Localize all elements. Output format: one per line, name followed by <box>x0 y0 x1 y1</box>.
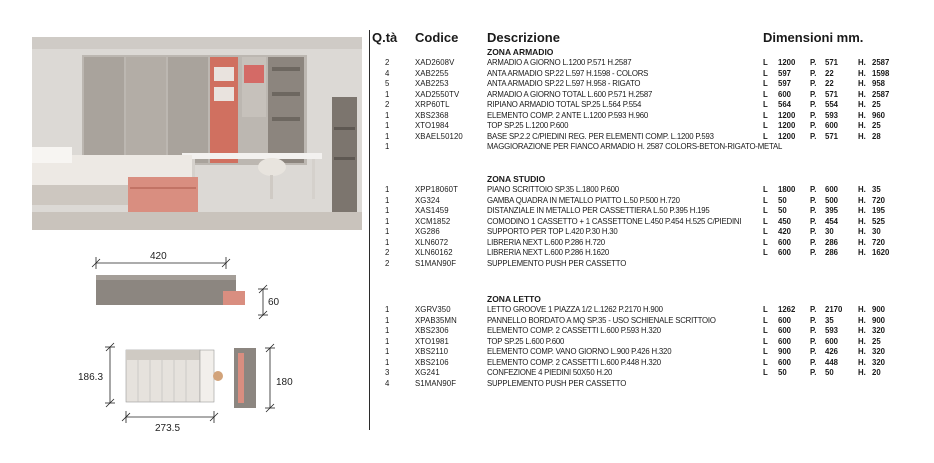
dim-h-value: 1620 <box>872 248 890 257</box>
qty-cell: 1 <box>385 110 390 120</box>
dim-h-label: H. <box>858 121 866 130</box>
code-cell: XBAEL50120 <box>415 131 463 141</box>
dim-l-value: 597 <box>778 68 792 78</box>
dim-h-label: H. <box>858 100 866 109</box>
table-row <box>0 227 934 237</box>
code-cell: XTO1984 <box>415 121 449 130</box>
code-cell: XG241 <box>415 368 440 377</box>
dim-l-label: L <box>763 89 768 99</box>
dim-l-label: L <box>763 216 768 226</box>
dim-p-value: 30 <box>825 227 834 236</box>
dim-l-label: L <box>763 185 768 194</box>
dim-h-label: H. <box>858 315 866 325</box>
qty-cell: 4 <box>385 378 390 388</box>
code-cell: XAD2550TV <box>415 89 460 99</box>
dim-h-label: H. <box>858 131 866 141</box>
code-cell: S1MAN90F <box>415 378 457 388</box>
dim-p-label: P. <box>810 216 817 226</box>
dim-h-value: 30 <box>872 227 881 236</box>
dim-h-label: H. <box>858 326 866 335</box>
dim-p-value: 600 <box>825 185 839 194</box>
code-cell: XBS2106 <box>415 357 449 367</box>
description-cell: SUPPLEMENTO PUSH PER CASSETTO <box>487 378 627 388</box>
table-row <box>0 206 934 216</box>
code-cell: XG324 <box>415 195 440 205</box>
dim-h-label: H. <box>858 336 866 346</box>
description-cell: BASE SP.2.2 C/PIEDINI REG. PER ELEMENTI COMP. L.1200 P.593 <box>487 131 714 141</box>
description-cell: PIANO SCRITTOIO SP.35 L.1800 P.600 <box>487 185 619 194</box>
dim-l-value: 1200 <box>778 121 796 130</box>
dim-p-value: 22 <box>825 79 834 88</box>
dim-h-value: 320 <box>872 347 886 356</box>
dim-l-value: 1200 <box>778 131 796 141</box>
dim-l-label: L <box>763 326 768 335</box>
code-cell: XBS2368 <box>415 110 449 120</box>
dim-p-value: 35 <box>825 315 834 325</box>
dim-l-label: L <box>763 315 768 325</box>
description-cell: LIBRERIA NEXT L.600 P.286 H.1620 <box>487 248 610 257</box>
dim-l-value: 50 <box>778 206 787 215</box>
code-cell: XAD2608V <box>415 58 455 67</box>
dim-h-label: H. <box>858 357 866 367</box>
dim-p-value: 2170 <box>825 305 843 314</box>
dim-p-value: 426 <box>825 347 839 356</box>
dim-l-value: 450 <box>778 216 792 226</box>
description-cell: ELEMENTO COMP. 2 CASSETTI L.600 P.448 H.320 <box>487 357 661 367</box>
dim-l-value: 420 <box>778 227 792 236</box>
dim-h-label: H. <box>858 185 866 194</box>
qty-cell: 1 <box>385 195 390 205</box>
dim-p-value: 22 <box>825 68 834 78</box>
qty-cell: 1 <box>385 336 390 346</box>
dim-l-label: L <box>763 368 768 377</box>
dim-p-label: P. <box>810 336 817 346</box>
zone-title: ZONA LETTO <box>487 294 541 304</box>
header-dimensioni: Dimensioni mm. <box>763 30 864 45</box>
dim-h-value: 720 <box>872 237 886 247</box>
qty-cell: 1 <box>385 227 390 236</box>
qty-cell: 1 <box>385 89 390 99</box>
dim-l-label: L <box>763 248 768 257</box>
description-cell: LETTO GROOVE 1 PIAZZA 1/2 L.1262 P.2170 H.900 <box>487 305 663 314</box>
dim-p-value: 286 <box>825 248 839 257</box>
dim-l-label: L <box>763 110 768 120</box>
description-cell: ELEMENTO COMP. 2 CASSETTI L.600 P.593 H.320 <box>487 326 661 335</box>
dim-l-label: L <box>763 347 768 356</box>
dim-p-value: 554 <box>825 100 839 109</box>
dim-h-label: H. <box>858 68 866 78</box>
dim-l-value: 600 <box>778 357 792 367</box>
code-cell: XAS1459 <box>415 206 449 215</box>
description-cell: PANNELLO BORDATO A MQ SP.35 - USO SCHIENALE SCRITTOIO <box>487 315 716 325</box>
dim-l-value: 50 <box>778 195 787 205</box>
qty-cell: 1 <box>385 185 390 194</box>
description-cell: TOP SP.25 L.600 P.600 <box>487 336 565 346</box>
dim-h-label: H. <box>858 347 866 356</box>
dim-p-label: P. <box>810 237 817 247</box>
dim-h-value: 195 <box>872 206 886 215</box>
dim-h-value: 960 <box>872 110 886 120</box>
dim-p-value: 571 <box>825 58 839 67</box>
table-row <box>0 58 934 68</box>
code-cell: XBS2306 <box>415 326 449 335</box>
dim-h-label: H. <box>858 305 866 314</box>
description-cell: SUPPORTO PER TOP L.420 P.30 H.30 <box>487 227 618 236</box>
code-cell: XAB2255 <box>415 68 449 78</box>
table-row <box>0 100 934 110</box>
code-cell: XRP60TL <box>415 100 450 109</box>
qty-cell: 1 <box>385 216 390 226</box>
code-cell: XTO1981 <box>415 336 449 346</box>
dim-h-value: 28 <box>872 131 881 141</box>
dim-l-value: 900 <box>778 347 792 356</box>
description-cell: RIPIANO ARMADIO TOTAL SP.25 L.564 P.554 <box>487 100 642 109</box>
qty-cell: 2 <box>385 248 390 257</box>
code-cell: XLN6072 <box>415 237 449 247</box>
table-row <box>0 90 934 100</box>
dim-p-value: 454 <box>825 216 839 226</box>
header-qta: Q.tà <box>372 30 398 45</box>
code-cell: XCM1852 <box>415 216 451 226</box>
dim-p-label: P. <box>810 326 817 335</box>
qty-cell: 1 <box>385 142 390 151</box>
dim-p-value: 50 <box>825 368 834 377</box>
dim-l-value: 600 <box>778 315 792 325</box>
dim-h-value: 1598 <box>872 68 890 78</box>
dim-l-value: 1200 <box>778 110 796 120</box>
description-cell: MAGGIORAZIONE PER FIANCO ARMADIO H. 2587 COLORS-BETON-RIGATO-METAL <box>487 142 783 151</box>
qty-cell: 5 <box>385 79 390 88</box>
table-row <box>0 217 934 227</box>
dim-p-label: P. <box>810 185 817 194</box>
dim-p-value: 593 <box>825 326 839 335</box>
dim-h-label: H. <box>858 237 866 247</box>
qty-cell: 1 <box>385 347 390 356</box>
dim-p-label: P. <box>810 206 817 215</box>
description-cell: ANTA ARMADIO SP.22 L.597 H.958 - RIGATO <box>487 79 641 88</box>
dim-l-label: L <box>763 121 768 130</box>
dim-p-value: 600 <box>825 336 839 346</box>
header-descrizione: Descrizione <box>487 30 560 45</box>
zone-title: ZONA ARMADIO <box>487 47 554 57</box>
dim-p-label: P. <box>810 368 817 377</box>
dim-l-label: L <box>763 336 768 346</box>
dim-l-value: 564 <box>778 100 792 109</box>
description-cell: ELEMENTO COMP. 2 ANTE L.1200 P.593 H.960 <box>487 110 649 120</box>
dim-l-value: 600 <box>778 336 792 346</box>
dim-plan-width: 273.5 <box>155 423 181 434</box>
qty-cell: 1 <box>385 206 390 215</box>
qty-cell: 2 <box>385 58 390 67</box>
description-cell: DISTANZIALE IN METALLO PER CASSETTIERA L.50 P.395 H.195 <box>487 206 710 215</box>
dim-h-label: H. <box>858 110 866 120</box>
table-row <box>0 121 934 131</box>
description-cell: ARMADIO A GIORNO TOTAL L.600 P.571 H.2587 <box>487 89 653 99</box>
description-cell: ELEMENTO COMP. VANO GIORNO L.900 P.426 H.320 <box>487 347 672 356</box>
dim-p-label: P. <box>810 195 817 205</box>
description-cell: SUPPLEMENTO PUSH PER CASSETTO <box>487 258 627 268</box>
dim-l-label: L <box>763 195 768 205</box>
dim-h-label: H. <box>858 206 866 215</box>
dim-h-value: 20 <box>872 368 881 377</box>
dim-p-label: P. <box>810 248 817 257</box>
dim-plan-depth: 186.3 <box>78 372 104 383</box>
dim-l-value: 600 <box>778 326 792 335</box>
dim-p-value: 600 <box>825 121 839 130</box>
dim-p-value: 286 <box>825 237 839 247</box>
dim-h-value: 958 <box>872 79 886 88</box>
dim-p-label: P. <box>810 315 817 325</box>
dim-h-label: H. <box>858 195 866 205</box>
table-row <box>0 69 934 79</box>
dim-l-label: L <box>763 357 768 367</box>
dim-h-label: H. <box>858 248 866 257</box>
description-cell: LIBRERIA NEXT L.600 P.286 H.720 <box>487 237 605 247</box>
dim-h-value: 525 <box>872 216 886 226</box>
code-cell: XGRV350 <box>415 305 451 314</box>
table-row <box>0 142 934 152</box>
table-row <box>0 132 934 142</box>
dim-l-label: L <box>763 206 768 215</box>
dim-l-label: L <box>763 131 768 141</box>
dim-h-value: 2587 <box>872 58 890 67</box>
qty-cell: 2 <box>385 258 390 268</box>
dim-l-label: L <box>763 68 768 78</box>
dim-p-value: 571 <box>825 89 839 99</box>
code-cell: XAB2253 <box>415 79 449 88</box>
dim-h-label: H. <box>858 368 866 377</box>
dim-l-value: 600 <box>778 89 792 99</box>
table-row <box>0 111 934 121</box>
dim-l-value: 597 <box>778 79 792 88</box>
qty-cell: 1 <box>385 237 390 247</box>
description-cell: CONFEZIONE 4 PIEDINI 50X50 H.20 <box>487 368 613 377</box>
dim-p-value: 395 <box>825 206 839 215</box>
dim-l-value: 1262 <box>778 305 796 314</box>
code-cell: XBS2110 <box>415 347 449 356</box>
code-cell: S1MAN90F <box>415 258 457 268</box>
dim-p-value: 448 <box>825 357 839 367</box>
zone-title: ZONA STUDIO <box>487 174 546 184</box>
dim-h-label: H. <box>858 58 866 67</box>
qty-cell: 3 <box>385 368 390 377</box>
dim-h-value: 2587 <box>872 89 890 99</box>
dim-p-label: P. <box>810 131 817 141</box>
dim-l-value: 50 <box>778 368 787 377</box>
code-cell: XG286 <box>415 227 440 236</box>
dim-l-value: 600 <box>778 248 792 257</box>
qty-cell: 1 <box>385 326 390 335</box>
qty-cell: 2 <box>385 100 390 109</box>
qty-cell: 1 <box>385 121 390 130</box>
dim-h-value: 25 <box>872 121 881 130</box>
dim-h-value: 320 <box>872 326 886 335</box>
description-cell: GAMBA QUADRA IN METALLO PIATTO L.50 P.500 H.720 <box>487 195 680 205</box>
header-codice: Codice <box>415 30 459 45</box>
dim-h-label: H. <box>858 227 866 236</box>
dim-h-value: 25 <box>872 336 881 346</box>
dim-p-value: 593 <box>825 110 839 120</box>
dim-h-value: 720 <box>872 195 886 205</box>
table-row <box>0 185 934 195</box>
table-row <box>0 196 934 206</box>
dim-l-label: L <box>763 100 768 109</box>
dim-l-label: L <box>763 237 768 247</box>
technical-drawings <box>78 245 308 435</box>
dim-top-depth: 60 <box>268 297 280 308</box>
description-cell: TOP SP.25 L.1200 P.600 <box>487 121 569 130</box>
dim-l-label: L <box>763 227 768 236</box>
dim-p-label: P. <box>810 305 817 314</box>
dim-h-value: 35 <box>872 185 881 194</box>
dim-p-label: P. <box>810 227 817 236</box>
description-cell: ANTA ARMADIO SP.22 L.597 H.1598 - COLORS <box>487 68 649 78</box>
dim-p-label: P. <box>810 347 817 356</box>
dim-h-value: 900 <box>872 315 886 325</box>
dim-l-value: 1200 <box>778 58 796 67</box>
table-row <box>0 79 934 89</box>
code-cell: XPAB35MN <box>415 315 457 325</box>
dim-p-label: P. <box>810 68 817 78</box>
qty-cell: 1 <box>385 305 390 314</box>
dim-p-label: P. <box>810 89 817 99</box>
dim-top-width: 420 <box>150 251 167 262</box>
dim-l-label: L <box>763 79 768 88</box>
dim-p-label: P. <box>810 110 817 120</box>
description-cell: ARMADIO A GIORNO L.1200 P.571 H.2587 <box>487 58 632 67</box>
dim-p-value: 500 <box>825 195 839 205</box>
dim-p-label: P. <box>810 100 817 109</box>
dim-p-label: P. <box>810 357 817 367</box>
dim-l-value: 1800 <box>778 185 796 194</box>
code-cell: XLN60162 <box>415 248 453 257</box>
dim-p-label: P. <box>810 79 817 88</box>
dim-h-value: 900 <box>872 305 886 314</box>
dim-l-label: L <box>763 58 768 67</box>
qty-cell: 1 <box>385 315 390 325</box>
description-cell: COMODINO 1 CASSETTO + 1 CASSETTONE L.450 P.454 H.525 C/PIEDINI <box>487 216 742 226</box>
dim-side-height: 180 <box>276 377 293 388</box>
dim-l-value: 600 <box>778 237 792 247</box>
dim-h-label: H. <box>858 216 866 226</box>
dim-p-label: P. <box>810 58 817 67</box>
dim-p-value: 571 <box>825 131 839 141</box>
dim-p-label: P. <box>810 121 817 130</box>
side-view <box>234 348 256 408</box>
code-cell: XPP18060T <box>415 185 458 194</box>
qty-cell: 4 <box>385 68 390 78</box>
dim-l-label: L <box>763 305 768 314</box>
qty-cell: 1 <box>385 357 390 367</box>
dim-h-label: H. <box>858 79 866 88</box>
dim-h-label: H. <box>858 89 866 99</box>
dim-h-value: 320 <box>872 357 886 367</box>
dim-h-value: 25 <box>872 100 881 109</box>
qty-cell: 1 <box>385 131 390 141</box>
